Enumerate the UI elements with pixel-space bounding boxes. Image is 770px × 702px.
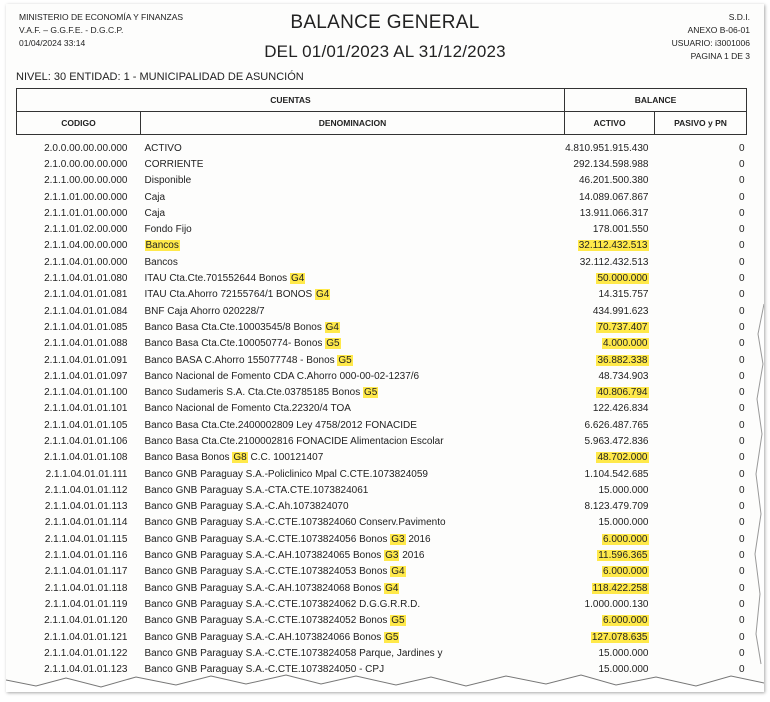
activo-value: 40.806.794: [597, 387, 648, 399]
highlighted-text: G3: [391, 533, 405, 545]
pasivo-value: 0: [738, 403, 745, 415]
codigo-text: 2.1.1.01.00.00.000: [44, 191, 128, 203]
denominacion-text: Banco GNB Paraguay S.A.-C.CTE.1073824058 Parque, Jardines y: [144, 647, 443, 659]
codigo-text: 2.1.1.04.01.01.088: [44, 338, 128, 350]
codigo-text: 2.1.1.04.01.01.080: [44, 273, 128, 285]
pasivo-value: 0: [738, 615, 745, 627]
activo-value: 15.000.000: [598, 517, 649, 529]
denominacion-suffix: C.C. 100121407: [247, 452, 324, 464]
codigo-text: 2.1.1.04.01.01.123: [44, 664, 128, 676]
document-page: [6, 4, 764, 692]
pasivo-value: 0: [738, 517, 745, 529]
column-header-codigo: CODIGO: [17, 112, 141, 135]
activo-value: 46.201.500.380: [578, 175, 649, 187]
activo-value: 1.000.000.130: [584, 598, 649, 610]
denominacion-text: ITAU Cta.Cte.701552644 Bonos: [144, 273, 290, 285]
torn-edge-decoration: [6, 4, 764, 692]
codigo-text: 2.1.1.04.01.01.121: [44, 631, 128, 643]
activo-value: 292.134.598.988: [573, 158, 649, 170]
pasivo-value: 0: [738, 598, 745, 610]
user-id: USUARIO: i3001006: [671, 38, 750, 48]
highlighted-text: G5: [391, 615, 405, 627]
denominacion-text: Banco Basa Cta.Cte.10003545/8 Bonos: [144, 321, 325, 333]
activo-value: 14.315.757: [598, 289, 649, 301]
activo-value: 48.734.903: [598, 370, 649, 382]
activo-value: 15.000.000: [598, 484, 649, 496]
highlighted-text: G4: [315, 289, 330, 301]
activo-value: 15.000.000: [598, 664, 649, 676]
activo-value: 32.112.432.513: [579, 256, 649, 268]
codigo-text: 2.1.1.04.01.01.117: [44, 566, 128, 578]
pasivo-value: 0: [738, 566, 745, 578]
highlighted-text: G5: [385, 631, 399, 643]
activo-value: 36.882.338: [597, 354, 648, 366]
pasivo-value: 0: [738, 435, 745, 447]
activo-value: 50.000.000: [597, 273, 648, 285]
pasivo-value: 0: [738, 207, 745, 219]
denominacion-text: Banco GNB Paraguay S.A.-C.CTE.1073824053 Bonos: [144, 566, 391, 578]
codigo-text: 2.1.1.04.01.01.084: [44, 305, 128, 317]
activo-value: 13.911.066.317: [579, 207, 649, 219]
highlighted-text: G8: [233, 452, 247, 464]
pasivo-value: 0: [738, 224, 745, 236]
pasivo-value: 0: [738, 501, 745, 513]
denominacion-text: ITAU Cta.Ahorro 72155764/1 BONOS: [144, 289, 315, 301]
column-header-activo: ACTIVO: [565, 112, 655, 135]
group-header-cuentas: CUENTAS: [17, 89, 565, 112]
activo-value: 178.001.550: [592, 224, 649, 236]
pasivo-value: 0: [738, 550, 745, 562]
activo-value: 48.702.000: [597, 452, 648, 464]
codigo-text: 2.1.1.01.02.00.000: [44, 224, 128, 236]
pasivo-value: 0: [738, 387, 745, 399]
activo-value: 6.626.487.765: [584, 419, 649, 431]
codigo-text: 2.0.0.00.00.00.000: [44, 142, 128, 154]
codigo-text: 2.1.1.04.01.01.101: [44, 403, 128, 415]
pasivo-value: 0: [738, 191, 745, 203]
codigo-text: 2.1.1.04.01.01.116: [44, 550, 128, 562]
activo-value: 4.810.951.915.430: [565, 142, 649, 154]
codigo-text: 2.1.1.04.01.01.081: [44, 289, 128, 301]
denominacion-text: Banco Sudameris S.A. Cta.Cte.03785185 Bonos: [144, 387, 363, 399]
activo-value: 118.422.258: [592, 582, 648, 594]
activo-value: 122.426.834: [592, 403, 649, 415]
system-code: S.D.I.: [728, 12, 750, 22]
codigo-text: 2.1.1.04.01.00.000: [44, 256, 128, 268]
denominacion-text: Banco GNB Paraguay S.A.-C.CTE.1073824060 Conserv.Pavimento: [144, 517, 446, 529]
activo-value: 32.112.432.513: [578, 240, 648, 252]
highlighted-text: G5: [363, 387, 378, 399]
pasivo-value: 0: [738, 631, 745, 643]
activo-value: 15.000.000: [598, 647, 649, 659]
codigo-text: 2.1.1.04.01.01.114: [44, 517, 128, 529]
denominacion-text: Caja: [144, 207, 166, 219]
codigo-text: 2.1.1.04.01.01.108: [44, 452, 128, 464]
denominacion-text: Banco GNB Paraguay S.A.-C.CTE.1073824052 Bonos: [144, 615, 391, 627]
pasivo-value: 0: [738, 484, 745, 496]
activo-value: 4.000.000: [603, 338, 648, 350]
pasivo-value: 0: [738, 533, 745, 545]
annex-code: ANEXO B-06-01: [687, 25, 750, 35]
denominacion-text: Banco GNB Paraguay S.A.-C.AH.1073824065 Bonos: [144, 550, 385, 562]
denominacion-text: Banco GNB Paraguay S.A.-C.CTE.1073824062 D.G.G.R.R.D.: [144, 598, 421, 610]
denominacion-text: ACTIVO: [144, 142, 182, 154]
highlighted-text: G4: [325, 321, 339, 333]
denominacion-text: Disponible: [144, 175, 192, 187]
codigo-text: 2.1.1.04.01.01.097: [44, 370, 128, 382]
denominacion-text: Banco GNB Paraguay S.A.-C.AH.1073824066 Bonos: [144, 631, 385, 643]
codigo-text: 2.1.1.04.01.01.118: [44, 582, 128, 594]
denominacion-text: Banco BASA C.Ahorro 155077748 - Bonos: [144, 354, 338, 366]
column-header-pasivo: PASIVO y PN: [655, 112, 747, 135]
pasivo-value: 0: [738, 273, 745, 285]
column-header-denominacion: DENOMINACION: [141, 112, 565, 135]
activo-value: 11.596.365: [598, 550, 648, 562]
codigo-text: 2.1.1.00.00.00.000: [44, 175, 128, 187]
denominacion-text: Banco GNB Paraguay S.A.-Policlinico Mpal C.CTE.1073824059: [144, 468, 428, 480]
pasivo-value: 0: [738, 370, 745, 382]
denominacion-text: Banco Nacional de Fomento Cta.22320/4 TOA: [144, 403, 351, 415]
pasivo-value: 0: [738, 289, 745, 301]
denominacion-text: Banco GNB Paraguay S.A.-C.CTE.1073824050 - CPJ: [144, 664, 385, 676]
codigo-text: 2.1.1.04.01.01.120: [44, 615, 128, 627]
codigo-text: 2.1.1.04.01.01.122: [44, 647, 128, 659]
activo-value: 5.963.472.836: [584, 435, 649, 447]
pasivo-value: 0: [738, 419, 745, 431]
codigo-text: 2.1.1.04.01.01.115: [44, 533, 128, 545]
group-header-balance: BALANCE: [565, 89, 747, 112]
pasivo-value: 0: [738, 158, 745, 170]
highlighted-text: G4: [385, 582, 399, 594]
denominacion-text: Fondo Fijo: [144, 224, 192, 236]
pasivo-value: 0: [738, 354, 745, 366]
codigo-text: 2.1.1.04.01.01.111: [45, 468, 128, 480]
activo-value: 6.000.000: [603, 533, 648, 545]
codigo-text: 2.1.1.04.00.00.000: [44, 240, 128, 252]
pasivo-value: 0: [738, 468, 745, 480]
denominacion-text: CORRIENTE: [144, 158, 204, 170]
denominacion-text: Banco GNB Paraguay S.A.-C.CTE.1073824056 Bonos: [144, 533, 391, 545]
highlighted-text: G5: [326, 338, 340, 350]
denominacion-text: BNF Caja Ahorro 020228/7: [144, 305, 265, 317]
codigo-text: 2.1.1.04.01.01.085: [44, 321, 128, 333]
activo-value: 127.078.635: [591, 631, 648, 643]
denominacion-text: Banco Basa Cta.Cte.2100002816 FONACIDE Alimentacion Escolar: [144, 435, 444, 447]
activo-value: 1.104.542.685: [584, 468, 649, 480]
activo-value: 6.000.000: [603, 566, 648, 578]
highlighted-text: Bancos: [145, 240, 179, 252]
codigo-text: 2.1.1.04.01.01.100: [44, 387, 128, 399]
codigo-text: 2.1.1.04.01.01.112: [44, 484, 128, 496]
denominacion-text: Banco GNB Paraguay S.A.-C.AH.1073824068 Bonos: [144, 582, 385, 594]
report-title: BALANCE GENERAL: [290, 12, 480, 33]
pasivo-value: 0: [738, 256, 745, 268]
denominacion-text: Banco GNB Paraguay S.A.-CTA.CTE.1073824061: [144, 484, 369, 496]
denominacion-suffix: 2016: [405, 533, 431, 545]
department: V.A.F. – G.G.F.E. - D.G.C.P.: [19, 25, 124, 35]
pasivo-value: 0: [738, 240, 745, 252]
highlighted-text: G3: [385, 550, 399, 562]
activo-value: 6.000.000: [603, 615, 648, 627]
pasivo-value: 0: [738, 305, 745, 317]
highlighted-text: G4: [290, 273, 305, 285]
highlighted-text: G5: [338, 354, 352, 366]
pasivo-value: 0: [738, 142, 745, 154]
activo-value: 434.991.623: [592, 305, 649, 317]
activo-value: 70.737.407: [597, 321, 648, 333]
denominacion-text: Banco Nacional de Fomento CDA C.Ahorro 000-00-02-1237/6: [144, 370, 420, 382]
print-date: 01/04/2024 33:14: [19, 38, 86, 48]
codigo-text: 2.1.1.04.01.01.091: [44, 354, 128, 366]
denominacion-text: Caja: [144, 191, 166, 203]
page-number: PAGINA 1 DE 3: [690, 51, 750, 61]
pasivo-value: 0: [738, 338, 745, 350]
pasivo-value: 0: [738, 321, 745, 333]
codigo-text: 2.1.1.04.01.01.119: [44, 598, 128, 610]
denominacion-text: Banco GNB Paraguay S.A.-C.Ah.1073824070: [144, 501, 349, 513]
pasivo-value: 0: [738, 647, 745, 659]
pasivo-value: 0: [738, 452, 745, 464]
activo-value: 14.089.067.867: [578, 191, 649, 203]
pasivo-value: 0: [738, 582, 745, 594]
codigo-text: 2.1.1.04.01.01.113: [44, 501, 128, 513]
codigo-text: 2.1.0.00.00.00.000: [44, 158, 128, 170]
report-period: DEL 01/01/2023 AL 31/12/2023: [264, 42, 506, 61]
codigo-text: 2.1.1.01.01.00.000: [44, 207, 128, 219]
denominacion-text: Banco Basa Bonos: [144, 452, 233, 464]
pasivo-value: 0: [738, 664, 745, 676]
highlighted-text: G4: [391, 566, 405, 578]
codigo-text: 2.1.1.04.01.01.105: [44, 419, 128, 431]
entity-line: NIVEL: 30 ENTIDAD: 1 - MUNICIPALIDAD DE ASUNCIÓN: [16, 71, 304, 83]
denominacion-suffix: 2016: [399, 550, 425, 562]
denominacion-text: Banco Basa Cta.Cte.2400002809 Ley 4758/2012 FONACIDE: [144, 419, 417, 431]
pasivo-value: 0: [738, 175, 745, 187]
denominacion-text: Bancos: [144, 256, 178, 268]
codigo-text: 2.1.1.04.01.01.106: [44, 435, 128, 447]
activo-value: 8.123.479.709: [584, 501, 649, 513]
ministry-name: MINISTERIO DE ECONOMÍA Y FINANZAS: [19, 12, 184, 22]
denominacion-text: Banco Basa Cta.Cte.100050774- Bonos: [144, 338, 326, 350]
